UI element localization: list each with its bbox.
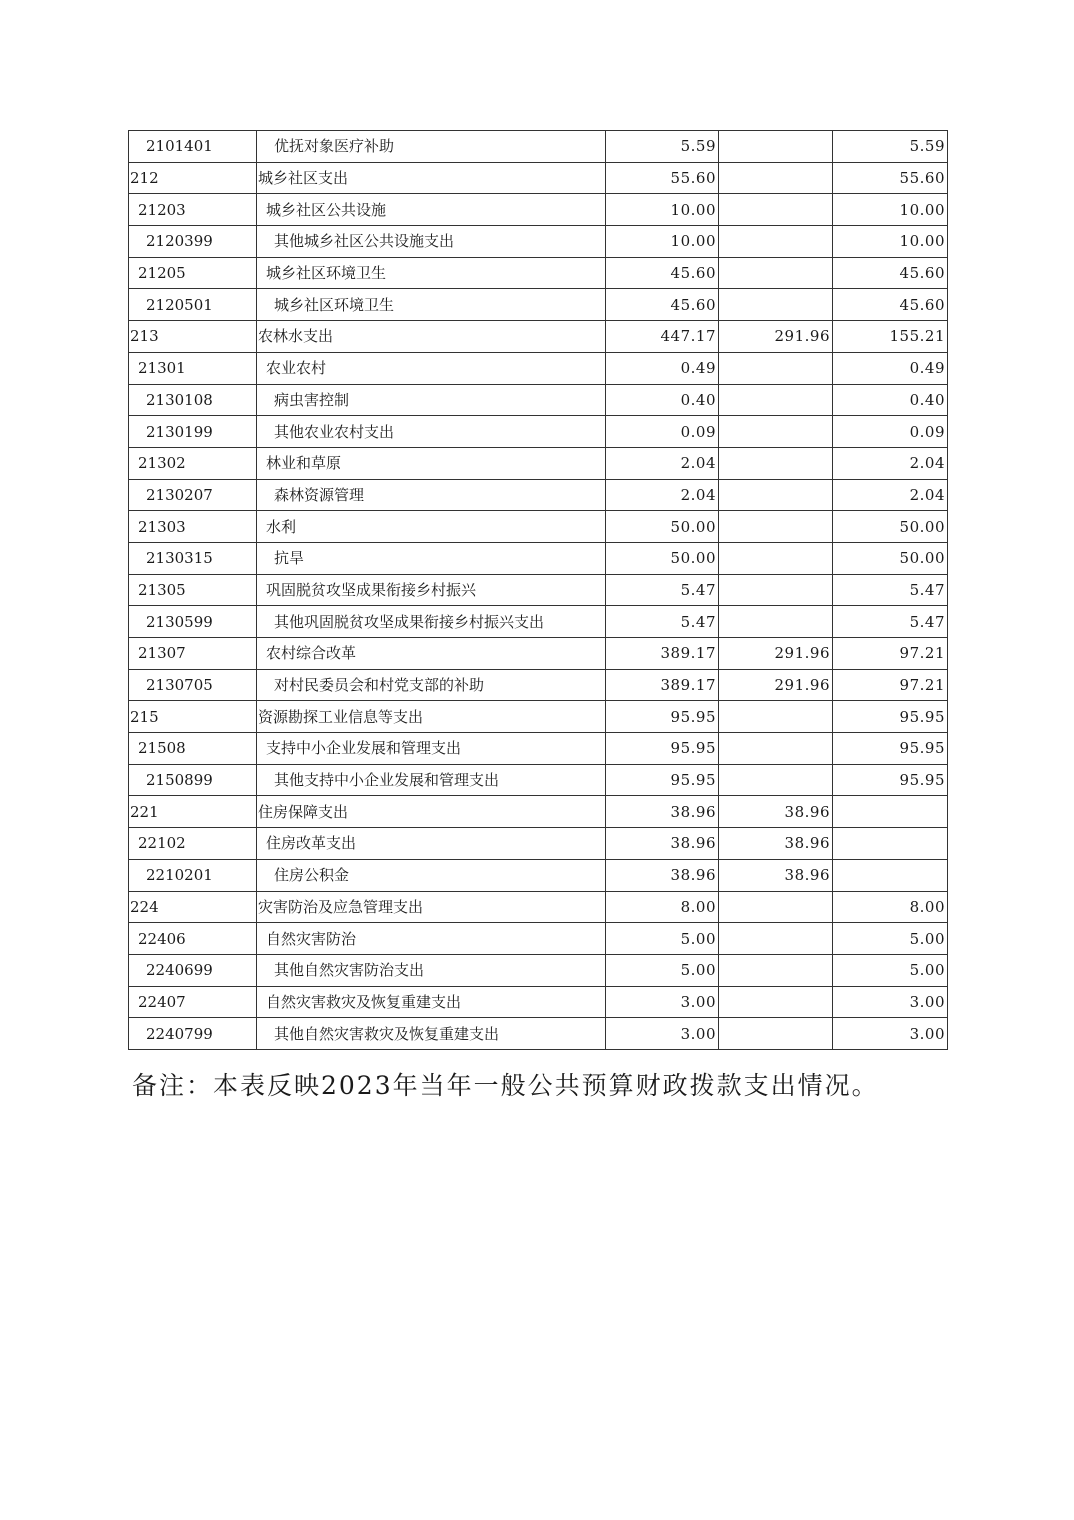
project-expenditure-cell: 5.00 — [833, 954, 948, 986]
subject-code-cell: 21301 — [129, 352, 257, 384]
subject-code-cell: 21205 — [129, 257, 257, 289]
subject-name-cell: 病虫害控制 — [257, 384, 606, 416]
table-row — [129, 796, 948, 828]
total-amount-cell: 447.17 — [606, 321, 719, 353]
project-expenditure-cell: 45.60 — [833, 257, 948, 289]
table-row — [129, 669, 948, 701]
subject-name-cell: 支持中小企业发展和管理支出 — [257, 733, 606, 765]
total-amount-cell: 3.00 — [606, 1018, 719, 1050]
table-row — [129, 733, 948, 765]
subject-code-cell: 2130315 — [129, 542, 257, 574]
table-row — [129, 828, 948, 860]
subject-name-cell: 城乡社区环境卫生 — [257, 289, 606, 321]
total-amount-cell: 2.04 — [606, 479, 719, 511]
subject-name-cell: 优抚对象医疗补助 — [257, 131, 606, 163]
table-row — [129, 162, 948, 194]
total-amount-cell: 389.17 — [606, 669, 719, 701]
subject-code-cell: 21203 — [129, 194, 257, 226]
table-row — [129, 479, 948, 511]
project-expenditure-cell: 3.00 — [833, 1018, 948, 1050]
table-row — [129, 891, 948, 923]
subject-code-cell: 2130207 — [129, 479, 257, 511]
table-row — [129, 352, 948, 384]
total-amount-cell: 5.47 — [606, 606, 719, 638]
project-expenditure-cell: 95.95 — [833, 764, 948, 796]
project-expenditure-cell: 5.47 — [833, 574, 948, 606]
subject-code-cell: 21307 — [129, 638, 257, 670]
subject-code-cell: 2240699 — [129, 954, 257, 986]
total-amount-cell: 3.00 — [606, 986, 719, 1018]
project-expenditure-cell: 10.00 — [833, 194, 948, 226]
subject-name-cell: 城乡社区公共设施 — [257, 194, 606, 226]
project-expenditure-cell: 0.40 — [833, 384, 948, 416]
project-expenditure-cell: 97.21 — [833, 638, 948, 670]
basic-expenditure-cell — [719, 384, 833, 416]
table-row — [129, 194, 948, 226]
basic-expenditure-cell — [719, 447, 833, 479]
basic-expenditure-cell: 38.96 — [719, 796, 833, 828]
total-amount-cell: 5.00 — [606, 954, 719, 986]
basic-expenditure-cell: 38.96 — [719, 859, 833, 891]
total-amount-cell: 95.95 — [606, 764, 719, 796]
subject-name-cell: 住房保障支出 — [257, 796, 606, 828]
table-body — [129, 131, 948, 1050]
basic-expenditure-cell — [719, 542, 833, 574]
subject-name-cell: 资源勘探工业信息等支出 — [257, 701, 606, 733]
subject-name-cell: 巩固脱贫攻坚成果衔接乡村振兴 — [257, 574, 606, 606]
subject-name-cell: 农林水支出 — [257, 321, 606, 353]
table-row — [129, 954, 948, 986]
subject-code-cell: 2120399 — [129, 226, 257, 258]
table-row — [129, 131, 948, 163]
total-amount-cell: 2.04 — [606, 447, 719, 479]
subject-name-cell: 水利 — [257, 511, 606, 543]
basic-expenditure-cell: 291.96 — [719, 669, 833, 701]
subject-code-cell: 2130199 — [129, 416, 257, 448]
subject-name-cell: 城乡社区环境卫生 — [257, 257, 606, 289]
basic-expenditure-cell — [719, 733, 833, 765]
budget-expenditure-table — [128, 130, 948, 1050]
table-row — [129, 859, 948, 891]
total-amount-cell: 95.95 — [606, 733, 719, 765]
basic-expenditure-cell: 38.96 — [719, 828, 833, 860]
basic-expenditure-cell — [719, 352, 833, 384]
basic-expenditure-cell — [719, 257, 833, 289]
project-expenditure-cell: 97.21 — [833, 669, 948, 701]
subject-name-cell: 自然灾害救灾及恢复重建支出 — [257, 986, 606, 1018]
table-row — [129, 511, 948, 543]
project-expenditure-cell: 50.00 — [833, 542, 948, 574]
total-amount-cell: 45.60 — [606, 257, 719, 289]
total-amount-cell: 50.00 — [606, 511, 719, 543]
total-amount-cell: 38.96 — [606, 796, 719, 828]
subject-name-cell: 林业和草原 — [257, 447, 606, 479]
subject-name-cell: 住房改革支出 — [257, 828, 606, 860]
basic-expenditure-cell — [719, 701, 833, 733]
subject-name-cell: 城乡社区支出 — [257, 162, 606, 194]
basic-expenditure-cell — [719, 1018, 833, 1050]
subject-name-cell: 其他城乡社区公共设施支出 — [257, 226, 606, 258]
subject-name-cell: 抗旱 — [257, 542, 606, 574]
table-row — [129, 416, 948, 448]
basic-expenditure-cell — [719, 511, 833, 543]
total-amount-cell: 55.60 — [606, 162, 719, 194]
basic-expenditure-cell — [719, 162, 833, 194]
total-amount-cell: 10.00 — [606, 226, 719, 258]
subject-code-cell: 2130599 — [129, 606, 257, 638]
project-expenditure-cell: 95.95 — [833, 701, 948, 733]
subject-code-cell: 22407 — [129, 986, 257, 1018]
total-amount-cell: 5.59 — [606, 131, 719, 163]
subject-code-cell: 21302 — [129, 447, 257, 479]
table-row — [129, 384, 948, 416]
subject-code-cell: 215 — [129, 701, 257, 733]
subject-code-cell: 21305 — [129, 574, 257, 606]
total-amount-cell: 0.49 — [606, 352, 719, 384]
basic-expenditure-cell — [719, 479, 833, 511]
total-amount-cell: 0.40 — [606, 384, 719, 416]
subject-name-cell: 其他自然灾害防治支出 — [257, 954, 606, 986]
table-row — [129, 638, 948, 670]
subject-code-cell: 22406 — [129, 923, 257, 955]
project-expenditure-cell: 155.21 — [833, 321, 948, 353]
project-expenditure-cell — [833, 828, 948, 860]
total-amount-cell: 8.00 — [606, 891, 719, 923]
basic-expenditure-cell — [719, 923, 833, 955]
table-row — [129, 226, 948, 258]
subject-code-cell: 2150899 — [129, 764, 257, 796]
subject-code-cell: 22102 — [129, 828, 257, 860]
table-row — [129, 701, 948, 733]
table-row — [129, 321, 948, 353]
project-expenditure-cell: 2.04 — [833, 447, 948, 479]
subject-code-cell: 21303 — [129, 511, 257, 543]
project-expenditure-cell: 95.95 — [833, 733, 948, 765]
project-expenditure-cell: 10.00 — [833, 226, 948, 258]
project-expenditure-cell — [833, 859, 948, 891]
subject-code-cell: 2130705 — [129, 669, 257, 701]
project-expenditure-cell: 5.00 — [833, 923, 948, 955]
basic-expenditure-cell — [719, 289, 833, 321]
total-amount-cell: 38.96 — [606, 828, 719, 860]
subject-name-cell: 其他巩固脱贫攻坚成果衔接乡村振兴支出 — [257, 606, 606, 638]
table-row — [129, 542, 948, 574]
total-amount-cell: 38.96 — [606, 859, 719, 891]
total-amount-cell: 389.17 — [606, 638, 719, 670]
basic-expenditure-cell — [719, 954, 833, 986]
subject-name-cell: 灾害防治及应急管理支出 — [257, 891, 606, 923]
project-expenditure-cell: 0.49 — [833, 352, 948, 384]
project-expenditure-cell: 2.04 — [833, 479, 948, 511]
basic-expenditure-cell: 291.96 — [719, 321, 833, 353]
subject-name-cell: 其他农业农村支出 — [257, 416, 606, 448]
subject-name-cell: 其他支持中小企业发展和管理支出 — [257, 764, 606, 796]
subject-code-cell: 2101401 — [129, 131, 257, 163]
project-expenditure-cell: 45.60 — [833, 289, 948, 321]
table-note: 备注：本表反映2023年当年一般公共预算财政拨款支出情况。 — [132, 1071, 879, 1100]
project-expenditure-cell: 5.47 — [833, 606, 948, 638]
subject-name-cell: 农村综合改革 — [257, 638, 606, 670]
basic-expenditure-cell — [719, 226, 833, 258]
total-amount-cell: 10.00 — [606, 194, 719, 226]
table-row — [129, 764, 948, 796]
table-row — [129, 289, 948, 321]
total-amount-cell: 0.09 — [606, 416, 719, 448]
table-row — [129, 574, 948, 606]
subject-name-cell: 森林资源管理 — [257, 479, 606, 511]
basic-expenditure-cell — [719, 416, 833, 448]
table-row — [129, 606, 948, 638]
subject-code-cell: 21508 — [129, 733, 257, 765]
total-amount-cell: 95.95 — [606, 701, 719, 733]
subject-name-cell: 农业农村 — [257, 352, 606, 384]
subject-code-cell: 224 — [129, 891, 257, 923]
project-expenditure-cell — [833, 796, 948, 828]
subject-code-cell: 212 — [129, 162, 257, 194]
basic-expenditure-cell — [719, 574, 833, 606]
total-amount-cell: 5.00 — [606, 923, 719, 955]
subject-name-cell: 自然灾害防治 — [257, 923, 606, 955]
basic-expenditure-cell — [719, 194, 833, 226]
basic-expenditure-cell — [719, 891, 833, 923]
subject-name-cell: 住房公积金 — [257, 859, 606, 891]
basic-expenditure-cell — [719, 986, 833, 1018]
project-expenditure-cell: 50.00 — [833, 511, 948, 543]
project-expenditure-cell: 8.00 — [833, 891, 948, 923]
subject-name-cell: 对村民委员会和村党支部的补助 — [257, 669, 606, 701]
total-amount-cell: 50.00 — [606, 542, 719, 574]
table-row — [129, 986, 948, 1018]
subject-code-cell: 221 — [129, 796, 257, 828]
total-amount-cell: 45.60 — [606, 289, 719, 321]
basic-expenditure-cell — [719, 764, 833, 796]
total-amount-cell: 5.47 — [606, 574, 719, 606]
basic-expenditure-cell: 291.96 — [719, 638, 833, 670]
subject-code-cell: 213 — [129, 321, 257, 353]
basic-expenditure-cell — [719, 131, 833, 163]
subject-code-cell: 2130108 — [129, 384, 257, 416]
table-row — [129, 1018, 948, 1050]
table-row — [129, 257, 948, 289]
project-expenditure-cell: 3.00 — [833, 986, 948, 1018]
subject-code-cell: 2210201 — [129, 859, 257, 891]
project-expenditure-cell: 55.60 — [833, 162, 948, 194]
table-row — [129, 447, 948, 479]
table-row — [129, 923, 948, 955]
subject-code-cell: 2120501 — [129, 289, 257, 321]
basic-expenditure-cell — [719, 606, 833, 638]
project-expenditure-cell: 5.59 — [833, 131, 948, 163]
subject-name-cell: 其他自然灾害救灾及恢复重建支出 — [257, 1018, 606, 1050]
project-expenditure-cell: 0.09 — [833, 416, 948, 448]
subject-code-cell: 2240799 — [129, 1018, 257, 1050]
